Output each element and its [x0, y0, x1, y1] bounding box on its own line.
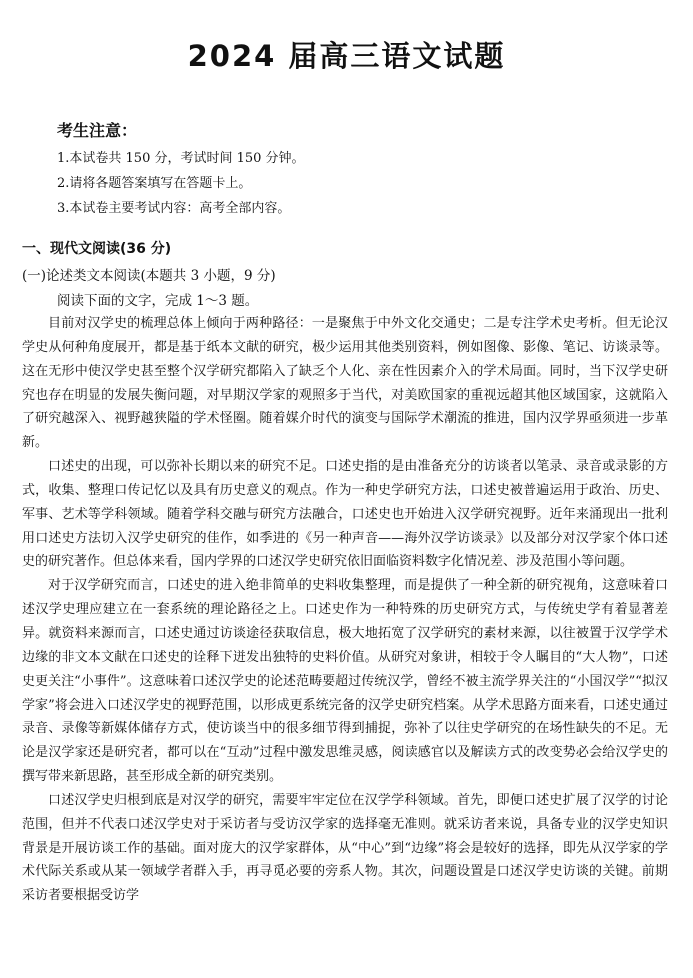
passage-paragraph: 对于汉学研究而言，口述史的进入绝非简单的史料收集整理，而是提供了一种全新的研究视角，这意味着口述汉学史理应建立在一套系统的理论路径之上。口述史作为一种特殊的历史研究方式，与传统史学有着显著差异。就资料来源而言，口述史通过访谈途径获取信息，极大地拓宽了汉学研究的素材来源，以往被置于汉学学术边缘的非文本文献在口述史的诠释下迸发出独特的史料价值。从研究对象讲，相较于令人瞩目的“大人物”，口述史更关注“小事件”。这意味着口述汉学史的论述范畴要超过传统汉学，曾经不被主流学界关注的“小国汉学”“拟汉学家”将会进入口述汉学史的视野范围，以形成更系统完备的汉学史研究档案。从学术思路方面来看，口述史通过录音、录像等新媒体储存方式，使访谈当中的很多细节得到捕捉，弥补了以往史学研究的在场性缺失的不足。无论是汉学家还是研究者，都可以在“互动”过程中激发思维灵感，阅读感官以及解读方式的改变势必会给汉学史的撰写带来新思路，甚至形成全新的研究类别。 [22, 578, 668, 785]
page-title: 2024 届高三语文试题 [187, 39, 506, 73]
notice-item: 2.请将各题答案填写在答题卡上。 [57, 176, 252, 191]
reading-passage [22, 312, 668, 908]
reading-instruction: 阅读下面的文字，完成 1～3 题。 [57, 293, 259, 309]
notice-item: 3.本试卷主要考试内容：高考全部内容。 [57, 201, 291, 216]
exam-notice [57, 118, 657, 221]
section-heading: 一、现代文阅读(36 分) [22, 241, 172, 257]
passage-paragraph: 口述汉学史归根到底是对汉学的研究，需要牢牢定位在汉学学科领域。首先，即便口述史扩展了汉学的讨论范围，但并不代表口述汉学史对于采访者与受访汉学家的选择毫无准则。就采访者来说，具备专业的汉学史知识背景是开展访谈工作的基础。面对庞大的汉学家群体，从“中心”到“边缘”将会是较好的选择，即先从汉学家的学术代际关系或从某一领域学者群入手，再寻觅必要的旁系人物。其次，问题设置是口述汉学史访谈的关键。前期采访者要根据受访学 [22, 792, 668, 904]
passage-paragraph: 口述史的出现，可以弥补长期以来的研究不足。口述史指的是由准备充分的访谈者以笔录、录音或录影的方式，收集、整理口传记忆以及具有历史意义的观点。作为一种史学研究方法，口述史被普遍运用于政治、历史、军事、艺术等学科领域。随着学科交融与研究方法融合，口述史也开始进入汉学研究视野。近年来涌现出一批利用口述史方法切入汉学史研究的佳作，如季进的《另一种声音——海外汉学访谈录》以及部分对汉学家个体口述史的研究著作。但总体来看，国内学界的口述汉学史研究依旧面临资料数字化情况差、涉及范围小等问题。 [22, 459, 668, 570]
notice-heading: 考生注意： [57, 121, 138, 140]
passage-paragraph: 目前对汉学史的梳理总体上倾向于两种路径：一是聚焦于中外文化交通史；二是专注学术史考析。但无论汉学史从何种角度展开，都是基于纸本文献的研究，极少运用其他类别资料，例如图像、影像、笔记、访谈录等。这在无形中使汉学史甚至整个汉学研究都陷入了缺乏个人化、亲在性因素介入的学术局面。同时，当下汉学史研究也存在明显的发展失衡问题，对早期汉学家的观照多于当代，对美欧国家的重视远超其他区域国家，这就陷入了研究越深入、视野越狭隘的学术怪圈。随着媒介时代的演变与国际学术潮流的推进，国内汉学界亟须进一步革新。 [22, 316, 668, 451]
notice-item: 1.本试卷共 150 分，考试时间 150 分钟。 [57, 151, 305, 166]
section-subheading: (一)论述类文本阅读(本题共 3 小题，9 分) [22, 268, 276, 284]
